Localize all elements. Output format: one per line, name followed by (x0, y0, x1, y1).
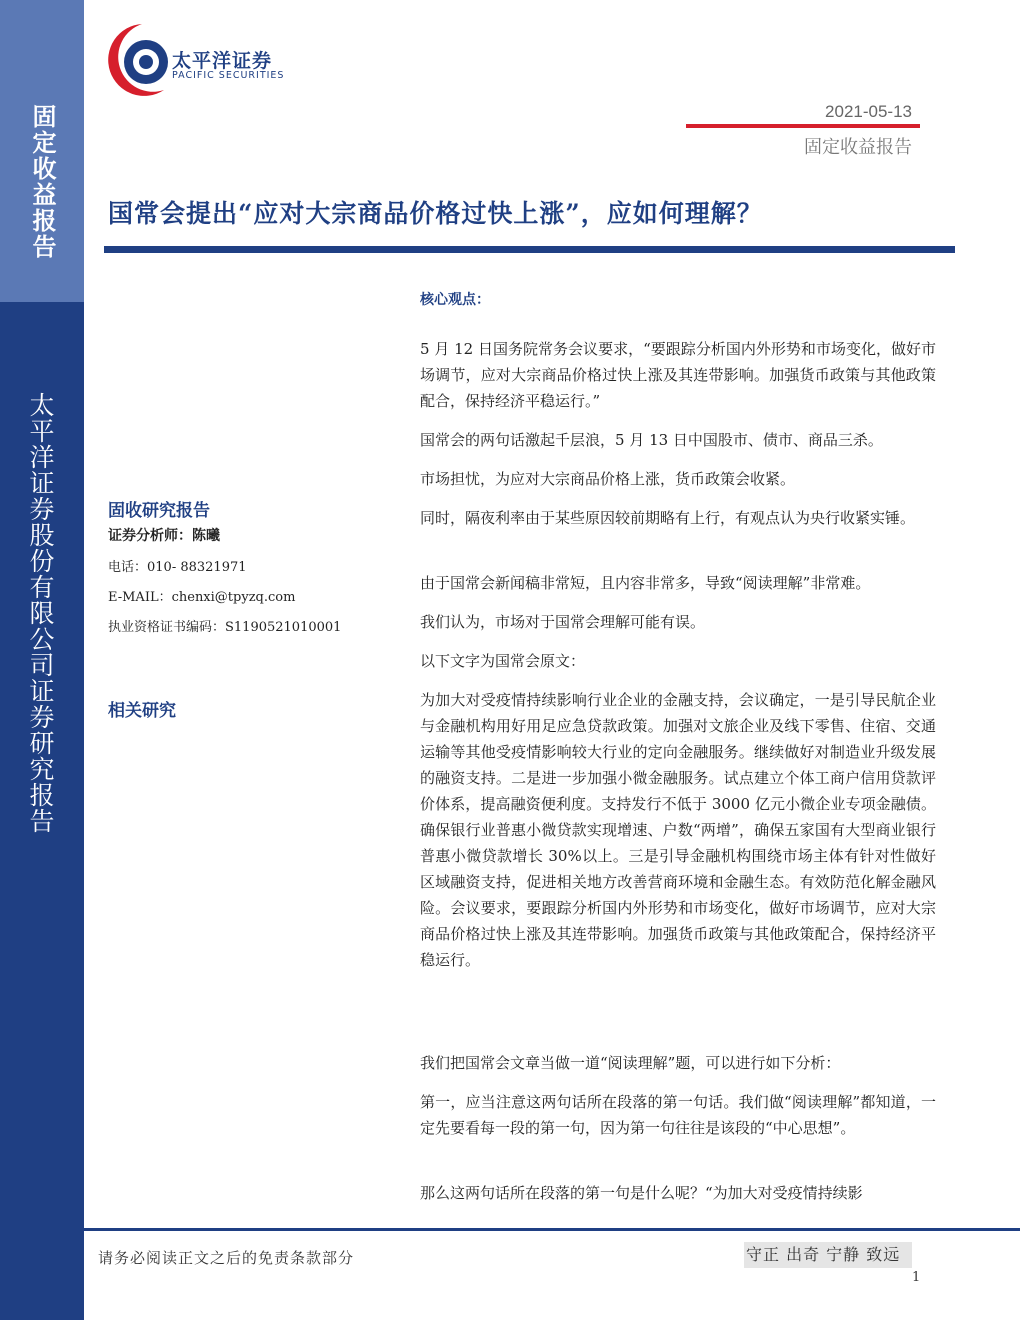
body-paragraph: 那么这两句话所在段落的第一句是什么呢？“为加大对受疫情持续影 (420, 1184, 863, 1202)
report-type: 固定收益报告 (804, 137, 912, 158)
company-motto: 守正 出奇 宁静 致远 (744, 1242, 912, 1268)
analyst-name: 证券分析师：陈曦 (108, 528, 220, 544)
report-date: 2021-05-13 (825, 102, 912, 121)
logo-emblem-icon (106, 18, 176, 102)
analyst-email[interactable]: E-MAIL：chenxi@tpyzq.com (108, 590, 296, 605)
page-title: 国常会提出“应对大宗商品价格过快上涨”，应如何理解？ (108, 199, 763, 228)
page-number: 1 (912, 1270, 921, 1285)
title-divider (104, 246, 955, 253)
body-paragraph: 我们把国常会文章当做一道“阅读理解”题，可以进行如下分析： (420, 1054, 841, 1072)
logo-name-cn: 太平洋证券 (172, 50, 273, 72)
analyst-phone: 电话：010- 88321971 (108, 560, 247, 575)
body-paragraph: 市场担忧，为应对大宗商品价格上涨，货币政策会收紧。 (420, 470, 796, 488)
body-paragraph: 为加大对受疫情持续影响行业企业的金融支持，会议确定，一是引导民航企业与金融机构用好用足应急贷款政策。加强对文旅企业及线下零售、住宿、交通运输等其他受疫情影响较大行业的定向金融服务。继续做好对制造业升级发展的融资支持。二是进一步加强小微金融服务。试点建立个体工商户信用贷款评价体系，提高融资便利度。支持发行不低于 3000 亿元小微企业专项金融债。确保银行业普惠小微贷款实现增速、户数“两增”，确保五家国有大型商业银行普惠小微贷款增长 30%以上。三是引导金融机构围绕市场主体有针对性做好区域融资支持，促进相关地方改善营商环境和金融生态。有效防范化解金融风险。会议要求，要跟踪分析国内外形势和市场变化，做好市场调节，应对大宗商品价格过快上涨及其连带影响。加强货币政策与其他政策配合，保持经济平稳运行。 (420, 691, 936, 969)
body-paragraph: 同时，隔夜利率由于某些原因较前期略有上行，有观点认为央行收紧实锤。 (420, 509, 916, 527)
logo-name-en: PACIFIC SECURITIES (172, 70, 285, 81)
sidebar-company-label: 太平洋证券股份有限公司证券研究报告 (26, 392, 55, 834)
body-paragraph: 国常会的两句话激起千层浪，5 月 13 日中国股市、债市、商品三杀。 (420, 431, 883, 449)
body-paragraph: 第一，应当注意这两句话所在段落的第一句话。我们做“阅读理解”都知道，一定先要看每一段的第一句，因为第一句往往是该段的“中心思想”。 (420, 1093, 936, 1137)
body-paragraph: 我们认为，市场对于国常会理解可能有误。 (420, 613, 706, 631)
body-paragraph: 以下文字为国常会原文： (420, 652, 586, 670)
body-paragraph: 由于国常会新闻稿非常短，且内容非常多，导致“阅读理解”非常难。 (420, 574, 871, 592)
analyst-license: 执业资格证书编码：S1190521010001 (108, 620, 342, 635)
core-view-heading: 核心观点： (420, 292, 490, 308)
footer-divider (84, 1228, 1020, 1231)
body-paragraph: 5 月 12 日国务院常务会议要求，“要跟踪分析国内外形势和市场变化，做好市场调节，应对大宗商品价格过快上涨及其连带影响。加强货币政策与其他政策配合，保持经济平稳运行。” (420, 340, 936, 410)
section-heading-related: 相关研究 (108, 701, 176, 721)
disclaimer-note: 请务必阅读正文之后的免责条款部分 (98, 1249, 355, 1267)
sidebar-report-category: 固定收益报告 (28, 104, 57, 260)
header-red-divider (686, 124, 920, 128)
section-heading-research: 固收研究报告 (108, 501, 210, 521)
